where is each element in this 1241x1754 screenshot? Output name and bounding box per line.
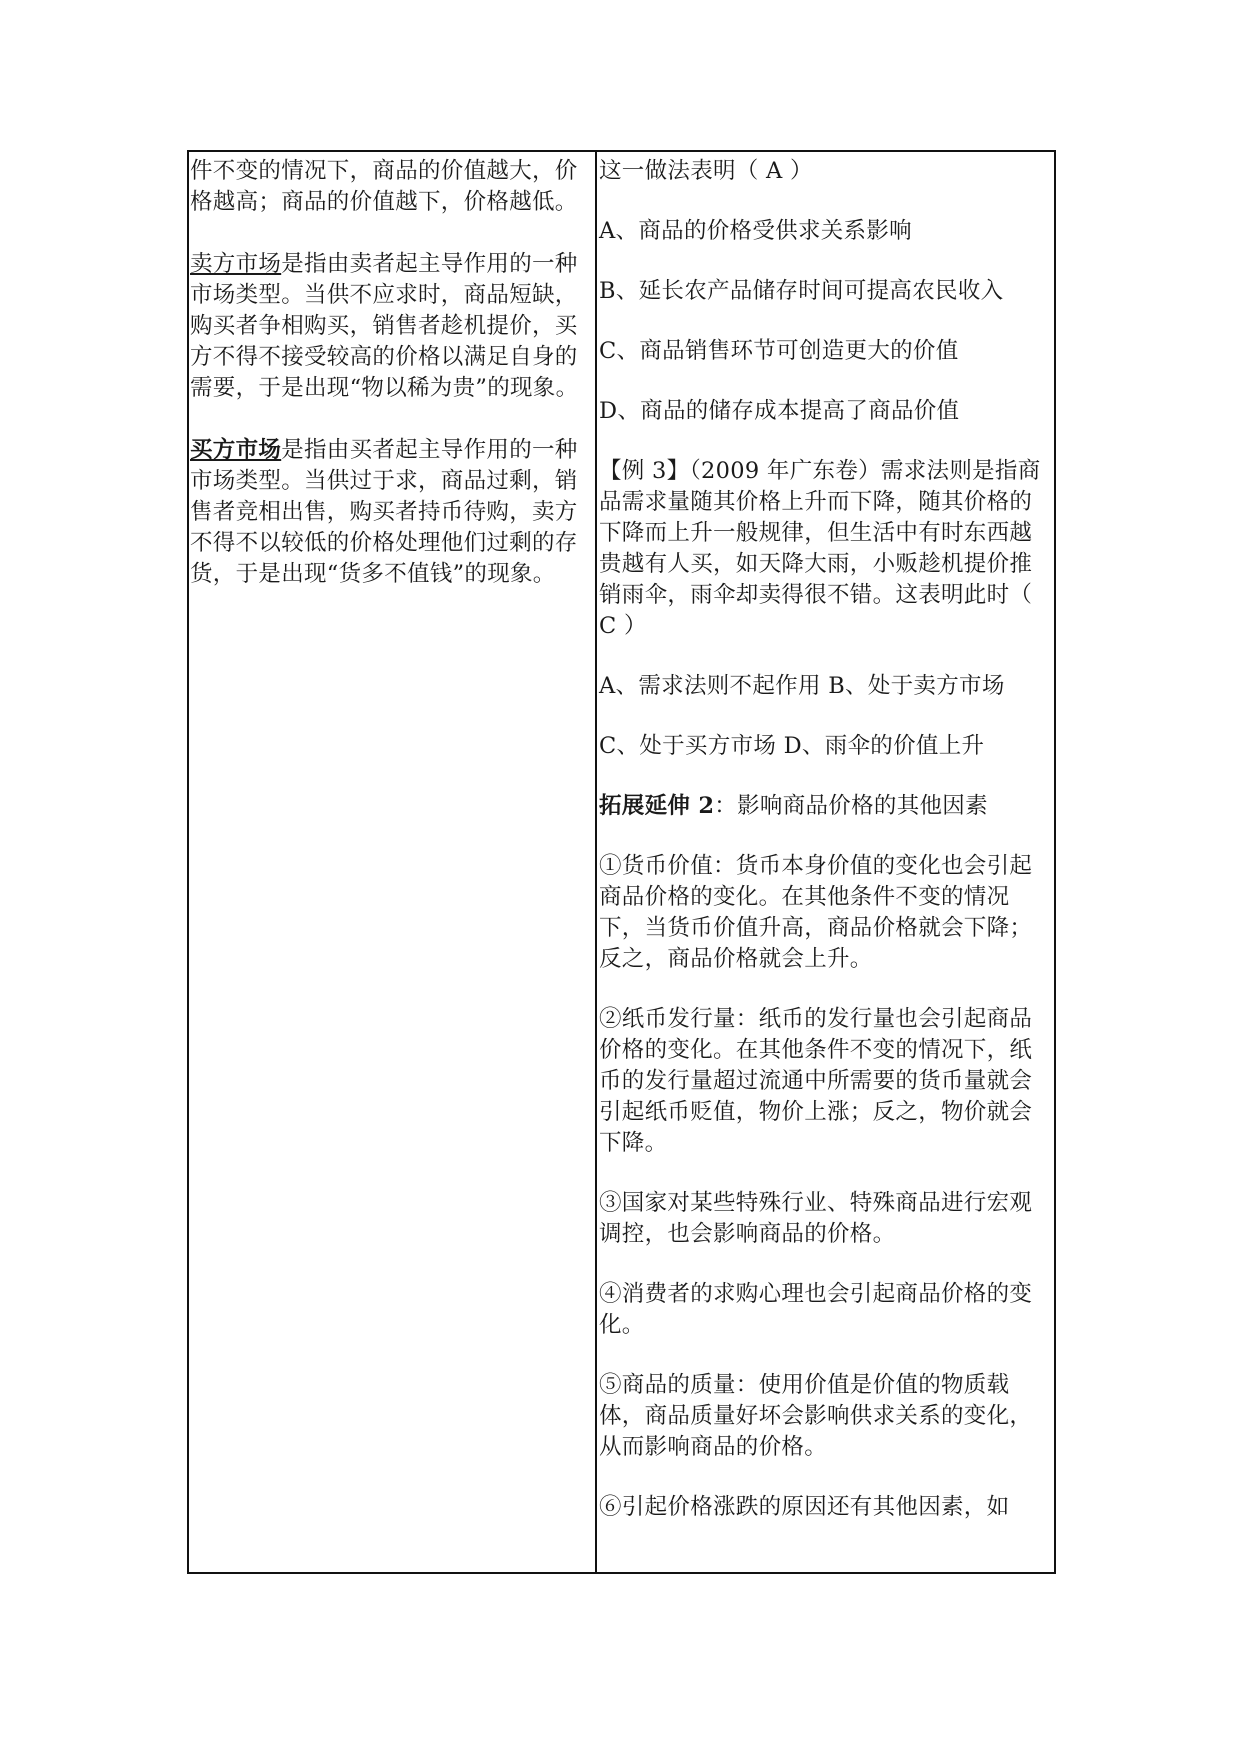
example-3: 【例 3】（2009 年广东卷）需求法则是指商品需求量随其价格上升而下降，随其价格的下降而上升一般规律，但生活中有时东西越贵越有人买，如天降大雨，小贩趁机提价推销雨伞，雨伞却卖得很不错。这表明此时（ C ） <box>599 458 1041 639</box>
factor-other: ⑥引起价格涨跌的原因还有其他因素，如 <box>599 1494 1010 1520</box>
sellers-market-term: 卖方市场 <box>190 251 282 277</box>
value-price-paragraph: 件不变的情况下，商品的价值越大，价格越高；商品的价值越下，价格越低。 <box>190 158 578 215</box>
option-c: C、商品销售环节可创造更大的价值 <box>599 338 959 364</box>
option-a: A、商品的价格受供求关系影响 <box>599 218 912 244</box>
buyers-market-term: 买方市场 <box>190 437 282 463</box>
example-3-options-ab: A、需求法则不起作用 B、处于卖方市场 <box>599 673 1005 699</box>
sellers-market-definition: 是指由卖者起主导作用的一种市场类型。当供不应求时，商品短缺，购买者争相购买，销售者趁机提价，买方不得不接受较高的价格以满足自身的需要，于是出现“物以稀为贵”的现象。 <box>190 251 579 401</box>
option-d: D、商品的储存成本提高了商品价值 <box>599 398 960 424</box>
question-tail: 这一做法表明（ A ） <box>599 158 813 184</box>
extension-heading-label: 拓展延伸 2 <box>599 793 715 819</box>
content-table <box>187 150 1056 1574</box>
buyers-market-definition: 是指由买者起主导作用的一种市场类型。当供过于求，商品过剩，销售者竞相出售，购买者持币待购，卖方不得不以较低的价格处理他们过剩的存货，于是出现“货多不值钱”的现象。 <box>190 437 578 587</box>
buyers-market-paragraph <box>190 435 593 590</box>
factor-macro-control: ③国家对某些特殊行业、特殊商品进行宏观调控，也会影响商品的价格。 <box>599 1190 1033 1247</box>
factor-consumer-psychology: ④消费者的求购心理也会引起商品价格的变化。 <box>599 1281 1033 1338</box>
extension-heading-text: ：影响商品价格的其他因素 <box>714 793 988 819</box>
factor-quality: ⑤商品的质量：使用价值是价值的物质载体，商品质量好坏会影响供求关系的变化，从而影响商品的价格。 <box>599 1372 1033 1460</box>
right-column <box>597 152 1054 1572</box>
left-column <box>189 152 597 1572</box>
factor-paper-money: ②纸币发行量：纸币的发行量也会引起商品价格的变化。在其他条件不变的情况下，纸币的发行量超过流通中所需要的货币量就会引起纸币贬值，物价上涨；反之，物价就会下降。 <box>599 1006 1033 1156</box>
factor-currency-value: ①货币价值：货币本身价值的变化也会引起商品价格的变化。在其他条件不变的情况下，当货币价值升高，商品价格就会下降；反之，商品价格就会上升。 <box>599 853 1033 972</box>
sellers-market-paragraph <box>190 249 593 404</box>
example-3-options-cd: C、处于买方市场 D、雨伞的价值上升 <box>599 733 985 759</box>
extension-heading <box>599 791 1052 822</box>
option-b: B、延长农产品储存时间可提高农民收入 <box>599 278 1004 304</box>
